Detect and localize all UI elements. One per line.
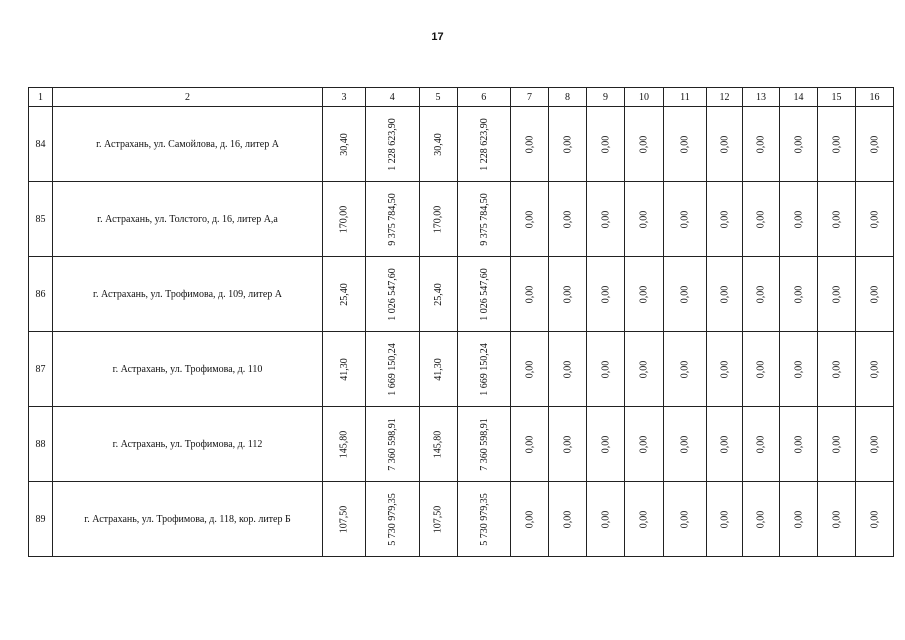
column-number: 5 — [419, 88, 457, 107]
zero-value: 0,00 — [562, 285, 573, 303]
row-number: 88 — [29, 407, 53, 482]
value-c4: 1 228 623,90 — [386, 117, 398, 171]
zero-value: 0,00 — [524, 510, 535, 528]
value-cell — [366, 107, 420, 182]
zero-value: 0,00 — [831, 360, 842, 378]
value-c3: 41,30 — [338, 357, 350, 381]
value-cell — [780, 482, 818, 557]
row-number: 87 — [29, 332, 53, 407]
value-cell — [587, 257, 625, 332]
address-cell: г. Астрахань, ул. Трофимова, д. 109, литер А — [53, 257, 323, 332]
value-cell — [780, 182, 818, 257]
value-cell — [856, 182, 894, 257]
table-row — [29, 332, 894, 407]
value-c3: 30,40 — [338, 132, 350, 156]
value-c6: 1 669 150,24 — [478, 342, 490, 396]
zero-value: 0,00 — [679, 360, 691, 378]
column-number: 4 — [366, 88, 420, 107]
value-cell — [664, 257, 707, 332]
address-cell: г. Астрахань, ул. Толстого, д. 16, литер А,а — [53, 182, 323, 257]
value-c4: 9 375 784,50 — [386, 192, 398, 246]
column-number: 8 — [549, 88, 587, 107]
value-cell — [664, 182, 707, 257]
value-cell — [587, 182, 625, 257]
value-cell — [323, 182, 366, 257]
value-cell — [780, 332, 818, 407]
value-cell — [366, 482, 420, 557]
zero-value: 0,00 — [679, 285, 691, 303]
column-number: 16 — [856, 88, 894, 107]
zero-value: 0,00 — [524, 285, 535, 303]
value-cell — [818, 482, 856, 557]
column-number: 13 — [743, 88, 780, 107]
column-number: 6 — [457, 88, 511, 107]
value-cell — [780, 407, 818, 482]
column-number: 9 — [587, 88, 625, 107]
zero-value: 0,00 — [638, 135, 650, 153]
zero-value: 0,00 — [831, 285, 842, 303]
value-cell — [707, 332, 743, 407]
value-cell — [419, 482, 457, 557]
value-c6: 1 026 547,60 — [478, 267, 490, 321]
value-cell — [457, 332, 511, 407]
value-cell — [743, 332, 780, 407]
value-c5: 170,00 — [432, 205, 444, 233]
value-c3: 107,50 — [338, 505, 350, 533]
value-cell — [856, 332, 894, 407]
zero-value: 0,00 — [719, 285, 730, 303]
value-c5: 41,30 — [432, 357, 444, 381]
zero-value: 0,00 — [562, 435, 573, 453]
value-cell — [818, 257, 856, 332]
property-table — [28, 87, 894, 557]
value-c3: 25,40 — [338, 282, 350, 306]
value-cell — [707, 107, 743, 182]
value-cell — [323, 482, 366, 557]
zero-value: 0,00 — [524, 135, 535, 153]
zero-value: 0,00 — [562, 360, 573, 378]
zero-value: 0,00 — [793, 135, 804, 153]
value-cell — [419, 182, 457, 257]
zero-value: 0,00 — [755, 285, 767, 303]
zero-value: 0,00 — [869, 210, 880, 228]
value-cell — [818, 407, 856, 482]
column-number-row — [29, 88, 894, 107]
row-number: 85 — [29, 182, 53, 257]
value-c6: 1 228 623,90 — [478, 117, 490, 171]
value-c3: 170,00 — [338, 205, 350, 233]
value-cell — [587, 482, 625, 557]
value-cell — [707, 182, 743, 257]
zero-value: 0,00 — [679, 210, 691, 228]
column-number: 11 — [664, 88, 707, 107]
value-cell — [419, 332, 457, 407]
value-cell — [625, 182, 664, 257]
value-cell — [625, 332, 664, 407]
value-cell — [457, 407, 511, 482]
address-cell: г. Астрахань, ул. Трофимова, д. 112 — [53, 407, 323, 482]
zero-value: 0,00 — [869, 360, 880, 378]
value-cell — [549, 407, 587, 482]
zero-value: 0,00 — [638, 360, 650, 378]
zero-value: 0,00 — [755, 360, 767, 378]
zero-value: 0,00 — [869, 285, 880, 303]
value-cell — [419, 107, 457, 182]
value-c5: 107,50 — [432, 505, 444, 533]
column-number: 15 — [818, 88, 856, 107]
value-c3: 145,80 — [338, 430, 350, 458]
value-c4: 1 669 150,24 — [386, 342, 398, 396]
zero-value: 0,00 — [679, 135, 691, 153]
zero-value: 0,00 — [869, 435, 880, 453]
value-cell — [419, 257, 457, 332]
value-cell — [664, 332, 707, 407]
value-cell — [587, 332, 625, 407]
value-cell — [323, 407, 366, 482]
zero-value: 0,00 — [831, 435, 842, 453]
value-cell — [549, 482, 587, 557]
value-cell — [587, 107, 625, 182]
zero-value: 0,00 — [562, 210, 573, 228]
page-number: 17 — [431, 31, 444, 43]
value-cell — [625, 107, 664, 182]
value-c4: 1 026 547,60 — [386, 267, 398, 321]
value-cell — [587, 407, 625, 482]
zero-value: 0,00 — [831, 510, 842, 528]
address-cell: г. Астрахань, ул. Трофимова, д. 118, кор. литер Б — [53, 482, 323, 557]
value-cell — [511, 407, 549, 482]
value-cell — [856, 107, 894, 182]
zero-value: 0,00 — [755, 435, 767, 453]
value-cell — [511, 107, 549, 182]
value-cell — [549, 107, 587, 182]
column-number: 10 — [625, 88, 664, 107]
value-cell — [743, 482, 780, 557]
value-cell — [549, 332, 587, 407]
value-cell — [856, 407, 894, 482]
value-cell — [457, 107, 511, 182]
zero-value: 0,00 — [869, 135, 880, 153]
zero-value: 0,00 — [600, 135, 611, 153]
column-number: 3 — [323, 88, 366, 107]
column-number: 1 — [29, 88, 53, 107]
value-cell — [625, 482, 664, 557]
value-cell — [366, 257, 420, 332]
zero-value: 0,00 — [600, 285, 611, 303]
zero-value: 0,00 — [524, 435, 535, 453]
value-cell — [625, 407, 664, 482]
row-number: 89 — [29, 482, 53, 557]
value-cell — [323, 257, 366, 332]
value-cell — [818, 182, 856, 257]
value-cell — [511, 257, 549, 332]
value-cell — [743, 257, 780, 332]
value-cell — [707, 482, 743, 557]
value-cell — [856, 257, 894, 332]
value-c5: 30,40 — [432, 132, 444, 156]
zero-value: 0,00 — [638, 285, 650, 303]
zero-value: 0,00 — [755, 135, 767, 153]
zero-value: 0,00 — [562, 135, 573, 153]
column-number: 12 — [707, 88, 743, 107]
zero-value: 0,00 — [719, 510, 730, 528]
value-cell — [419, 407, 457, 482]
value-c4: 7 360 598,91 — [386, 417, 398, 471]
zero-value: 0,00 — [869, 510, 880, 528]
table-row — [29, 482, 894, 557]
zero-value: 0,00 — [793, 285, 804, 303]
value-cell — [457, 182, 511, 257]
table-row — [29, 257, 894, 332]
zero-value: 0,00 — [524, 360, 535, 378]
value-cell — [511, 482, 549, 557]
zero-value: 0,00 — [719, 210, 730, 228]
value-cell — [856, 482, 894, 557]
value-cell — [707, 257, 743, 332]
zero-value: 0,00 — [755, 510, 767, 528]
table-row — [29, 182, 894, 257]
value-c5: 25,40 — [432, 282, 444, 306]
value-cell — [664, 407, 707, 482]
value-cell — [457, 257, 511, 332]
column-number: 14 — [780, 88, 818, 107]
zero-value: 0,00 — [638, 210, 650, 228]
zero-value: 0,00 — [638, 435, 650, 453]
zero-value: 0,00 — [600, 210, 611, 228]
value-cell — [780, 107, 818, 182]
table-row — [29, 107, 894, 182]
value-cell — [323, 332, 366, 407]
value-cell — [664, 107, 707, 182]
table-row — [29, 407, 894, 482]
value-cell — [707, 407, 743, 482]
row-number: 86 — [29, 257, 53, 332]
zero-value: 0,00 — [793, 510, 804, 528]
value-cell — [549, 182, 587, 257]
value-c5: 145,80 — [432, 430, 444, 458]
zero-value: 0,00 — [638, 510, 650, 528]
value-cell — [511, 332, 549, 407]
zero-value: 0,00 — [755, 210, 767, 228]
value-cell — [818, 107, 856, 182]
value-cell — [743, 107, 780, 182]
value-cell — [457, 482, 511, 557]
zero-value: 0,00 — [719, 435, 730, 453]
zero-value: 0,00 — [831, 135, 842, 153]
value-cell — [366, 407, 420, 482]
zero-value: 0,00 — [719, 360, 730, 378]
address-cell: г. Астрахань, ул. Трофимова, д. 110 — [53, 332, 323, 407]
zero-value: 0,00 — [793, 435, 804, 453]
zero-value: 0,00 — [524, 210, 535, 228]
value-c4: 5 730 979,35 — [386, 492, 398, 546]
column-number: 2 — [53, 88, 323, 107]
address-cell: г. Астрахань, ул. Самойлова, д. 16, литер А — [53, 107, 323, 182]
value-cell — [818, 332, 856, 407]
zero-value: 0,00 — [562, 510, 573, 528]
value-cell — [743, 182, 780, 257]
zero-value: 0,00 — [793, 360, 804, 378]
value-cell — [743, 407, 780, 482]
value-cell — [780, 257, 818, 332]
value-cell — [549, 257, 587, 332]
zero-value: 0,00 — [831, 210, 842, 228]
zero-value: 0,00 — [719, 135, 730, 153]
zero-value: 0,00 — [600, 435, 611, 453]
value-cell — [625, 257, 664, 332]
zero-value: 0,00 — [793, 210, 804, 228]
column-number: 7 — [511, 88, 549, 107]
value-c6: 7 360 598,91 — [478, 417, 490, 471]
zero-value: 0,00 — [679, 435, 691, 453]
value-cell — [511, 182, 549, 257]
value-c6: 5 730 979,35 — [478, 492, 490, 546]
zero-value: 0,00 — [600, 510, 611, 528]
value-cell — [366, 182, 420, 257]
value-cell — [366, 332, 420, 407]
zero-value: 0,00 — [600, 360, 611, 378]
value-cell — [323, 107, 366, 182]
value-cell — [664, 482, 707, 557]
value-c6: 9 375 784,50 — [478, 192, 490, 246]
zero-value: 0,00 — [679, 510, 691, 528]
row-number: 84 — [29, 107, 53, 182]
